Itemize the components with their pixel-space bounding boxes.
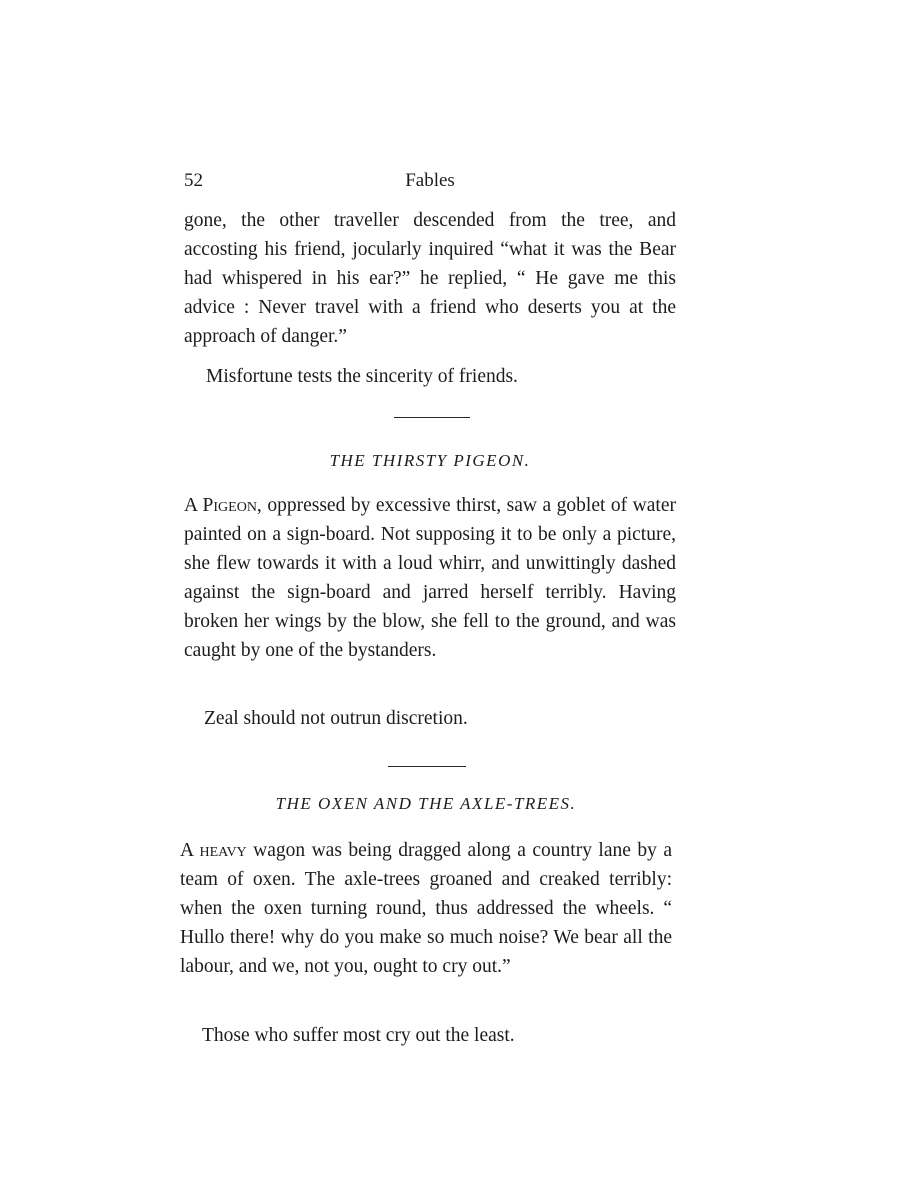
running-title: Fables (405, 170, 455, 191)
fable-body-text: oppressed by excessive thirst, saw a goblet of water painted on a sign-board. Not supposing it to be only a picture, she flew towards it with a loud whirr, and unwittingly dashed against the sign-board and jarred herself terribly. Having broken her wings by the blow, she fell to the ground, and was caught by one of the bystanders. (184, 495, 676, 661)
fable-title-thirsty-pigeon: THE THIRSTY PIGEON. (329, 451, 531, 470)
fable-body-text: wagon was being dragged along a country lane by a team of oxen. The axle-trees groaned and creaked terribly: when the oxen turning round, thus addressed the wheels. “ Hullo there! why do you make so much noise? We bear all the labour, and we, not you, ought to cry out.” (180, 840, 672, 977)
fable-body-thirsty-pigeon (184, 491, 676, 665)
page-number: 52 (184, 170, 203, 191)
moral-misfortune: Misfortune tests the sincerity of friends. (206, 366, 518, 387)
fable-lead-word: A Pigeon, (184, 495, 262, 516)
section-divider (388, 766, 466, 767)
continuation-paragraph: gone, the other traveller descended from the tree, and accosting his friend, jocularly inquired “what it was the Bear had whispered in his ear?” he replied, “ He gave me this advice : Never travel with a friend who deserts you at the approach of danger.” (184, 210, 676, 347)
fable-body-oxen (180, 836, 672, 981)
moral-those-who-suffer: Those who suffer most cry out the least. (202, 1025, 515, 1046)
fable-body-oxen-block (180, 836, 672, 981)
continuation-paragraph-block (184, 206, 676, 351)
fable-lead-word: A heavy (180, 840, 247, 861)
section-divider (394, 417, 470, 418)
fable-body-thirsty-pigeon-block (184, 491, 676, 665)
moral-zeal: Zeal should not outrun discretion. (204, 708, 468, 729)
fable-title-oxen-axle-trees: THE OXEN AND THE AXLE-TREES. (275, 794, 577, 813)
page-header (184, 170, 676, 194)
